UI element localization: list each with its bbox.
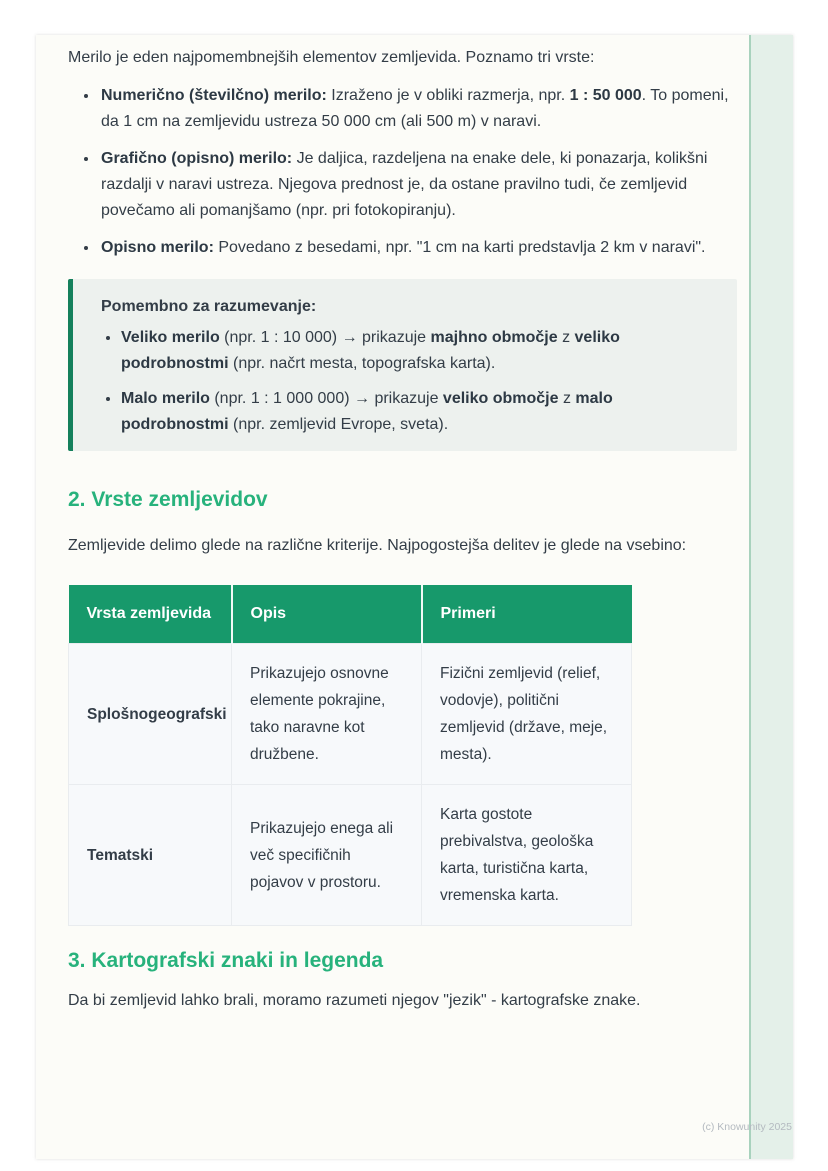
list-item-numeric-scale: • Numerično (številčno) merilo: Izraženo je v obliki razmerja, npr. 1 : 50 000. To pomeni, da 1 cm na zemljevidu ustreza 50 000 cm (ali 500 m) v naravi. xyxy=(99,83,737,135)
callout-title: Pomembno za razumevanje: xyxy=(101,298,317,315)
document-page xyxy=(36,35,793,1159)
list-item-small-scale: • Malo merilo (npr. 1 : 1 000 000) → prikazuje veliko območje z malo podrobnostmi (npr. zemljevid Evrope, sveta). xyxy=(121,386,713,438)
table-cell-description: Prikazujejo enega ali več specifičnih pojavov v prostoru. xyxy=(232,785,422,926)
page-accent-bar xyxy=(749,35,793,1159)
table-row xyxy=(69,785,632,926)
watermark: (c) Knowunity 2025 xyxy=(702,1121,792,1133)
list-item-large-scale: • Veliko merilo (npr. 1 : 10 000) → prikazuje majhno območje z veliko podrobnostmi (npr. načrt mesta, topografska karta). xyxy=(121,325,713,377)
table-cell-type: Splošnogeografski xyxy=(69,644,232,785)
section2-paragraph: Zemljevide delimo glede na različne kriterije. Najpogostejša delitev je glede na vsebino: xyxy=(68,537,687,554)
map-types-table xyxy=(68,585,632,926)
table-header-description: Opis xyxy=(232,585,422,644)
table-header-type: Vrsta zemljevida xyxy=(69,585,232,644)
table-cell-description: Prikazujejo osnovne elemente pokrajine, tako naravne kot družbene. xyxy=(232,644,422,785)
table-cell-type: Tematski xyxy=(69,785,232,926)
callout-list xyxy=(101,325,713,438)
table-header-row xyxy=(69,585,632,644)
table-header-examples: Primeri xyxy=(422,585,632,644)
page-content xyxy=(68,45,737,1014)
list-item-graphic-scale: • Grafično (opisno) merilo: Je daljica, razdeljena na enake dele, ki ponazarja, kolikšni razdalji v naravi ustreza. Njegova prednost je, da ostane pravilno tudi, če zemljevid povečamo ali pomanjšamo (npr. pri fotokopiranju). xyxy=(99,146,737,224)
table-cell-examples: Fizični zemljevid (relief, vodovje), politični zemljevid (države, meje, mesta). xyxy=(422,644,632,785)
section-heading-map-types: 2. Vrste zemljevidov xyxy=(68,488,268,511)
list-item-descriptive-scale: • Opisno merilo: Povedano z besedami, npr. "1 cm na karti predstavlja 2 km v naravi". xyxy=(99,235,737,261)
table-cell-examples: Karta gostote prebivalstva, geološka karta, turistična karta, vremenska karta. xyxy=(422,785,632,926)
section-heading-cartographic-signs: 3. Kartografski znaki in legenda xyxy=(68,949,384,972)
intro-paragraph: Merilo je eden najpomembnejših elementov zemljevida. Poznamo tri vrste: xyxy=(68,49,595,66)
section3-paragraph: Da bi zemljevid lahko brali, moramo razumeti njegov "jezik" - kartografske znake. xyxy=(68,992,641,1009)
important-note-box xyxy=(68,279,737,451)
scale-types-list xyxy=(68,83,737,261)
table-row xyxy=(69,644,632,785)
